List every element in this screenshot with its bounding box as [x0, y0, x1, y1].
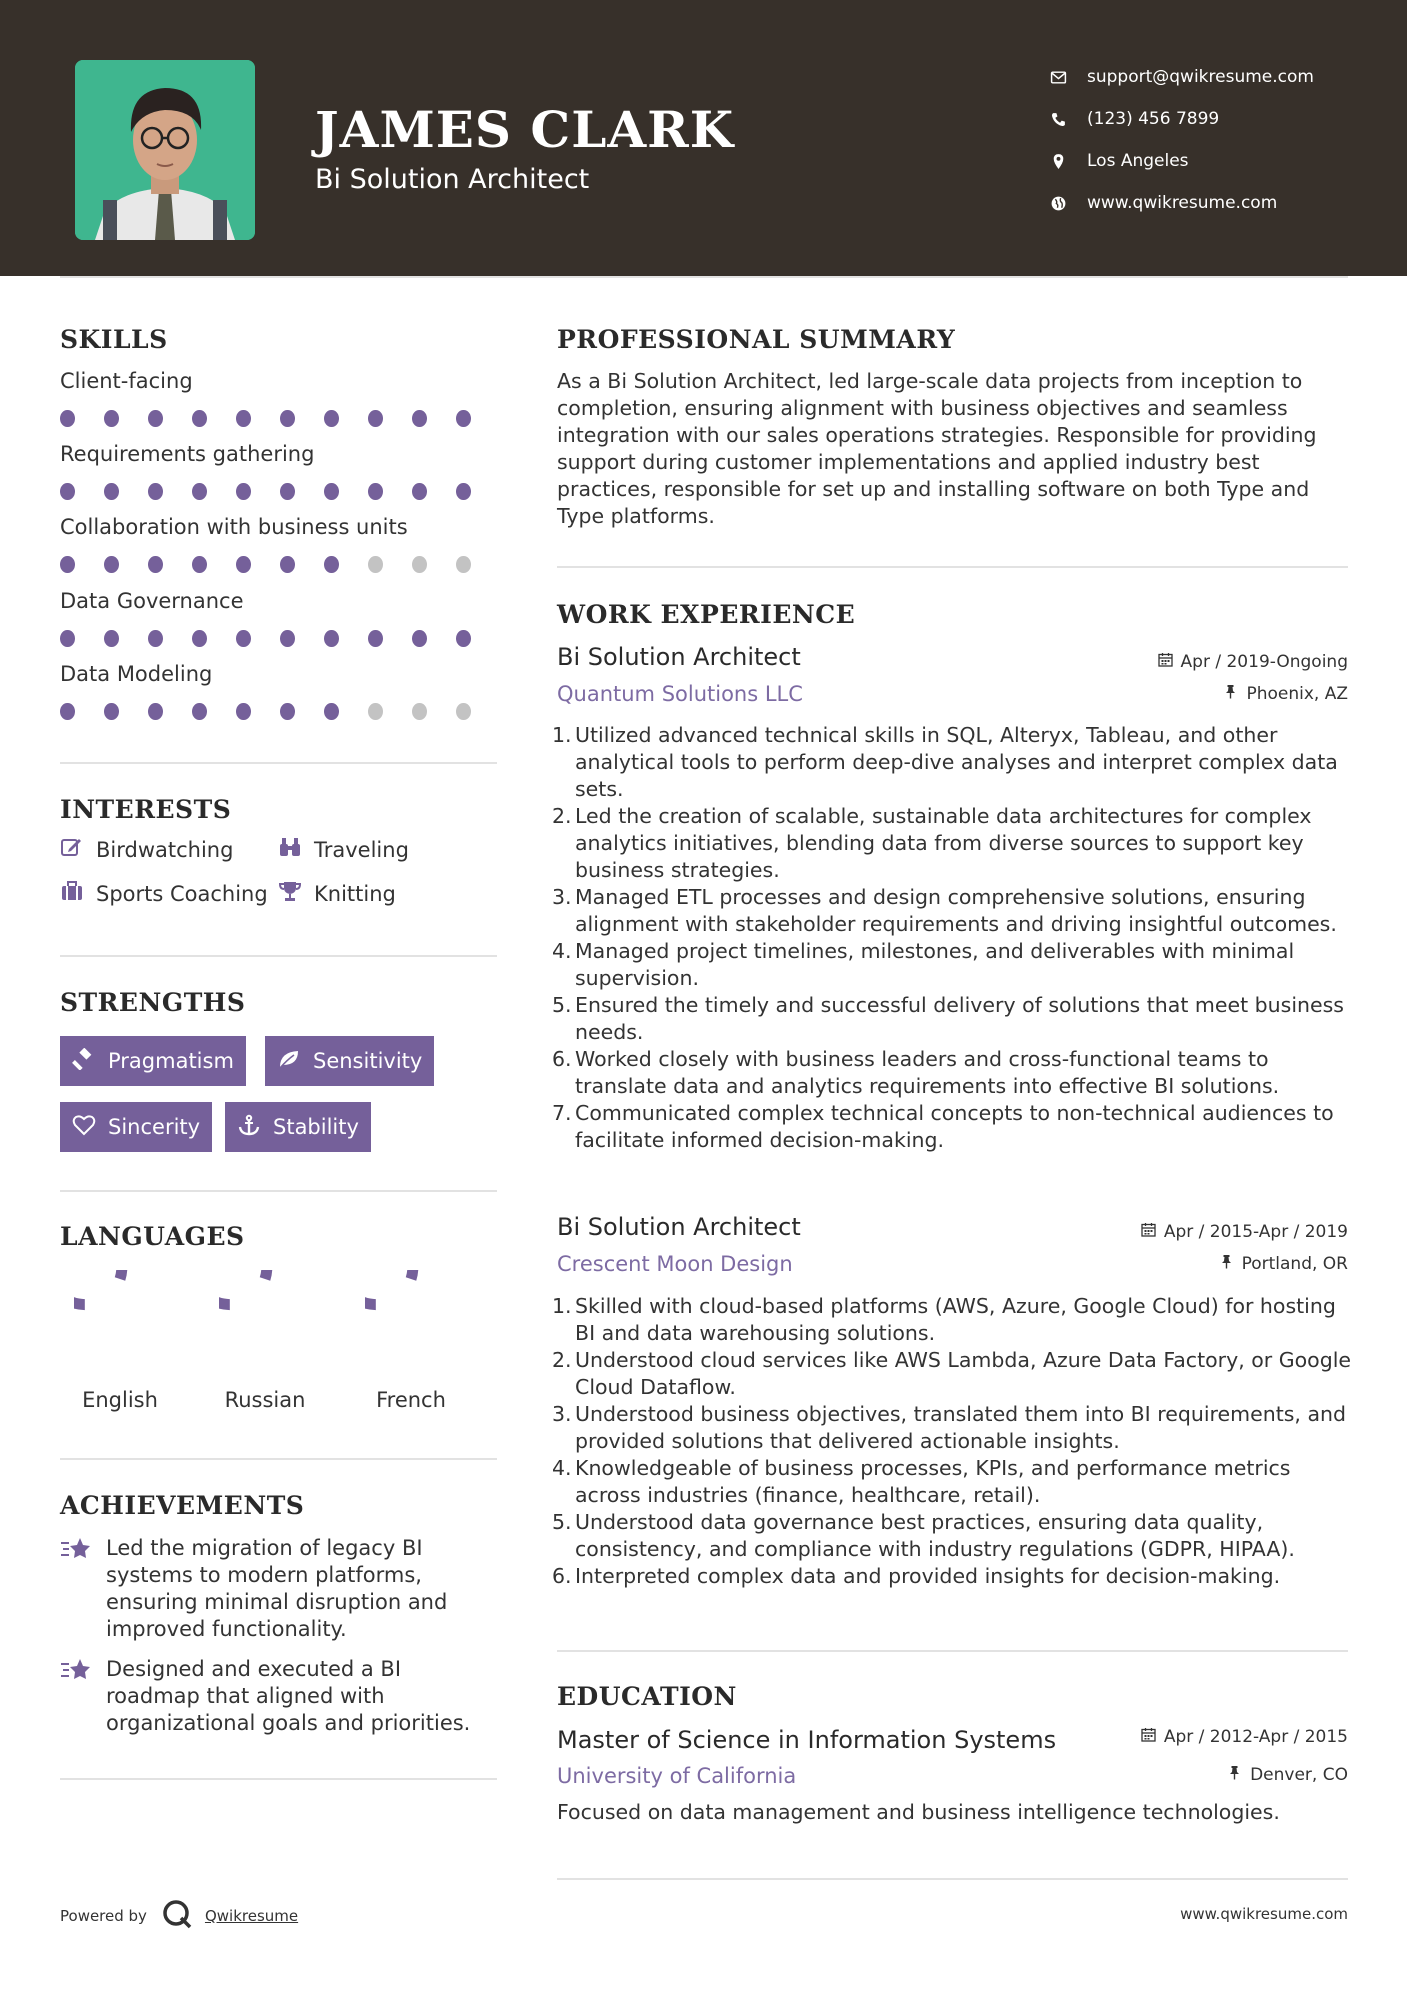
- job-title: Bi Solution Architect: [557, 643, 801, 671]
- education-date-text: Apr / 2012-Apr / 2015: [1163, 1727, 1348, 1747]
- skill-name: Client-facing: [60, 369, 193, 393]
- rating-dot-filled: [104, 703, 119, 720]
- bullet-number: 4.: [552, 939, 572, 963]
- powered-by-label: Powered by: [60, 1907, 147, 1925]
- strengths-heading: STRENGTHS: [60, 988, 246, 1017]
- strength-badge: [60, 1036, 246, 1086]
- bullet-text: Communicated complex technical concepts to non-technical audiences to facilitate informed decision-making.: [575, 1101, 1334, 1152]
- rating-dot-empty: [456, 703, 471, 720]
- contact-website[interactable]: [1050, 182, 1314, 224]
- map-pin-icon: [1050, 153, 1087, 170]
- rating-dot-filled: [148, 630, 163, 647]
- calendar-icon: [1158, 652, 1181, 672]
- skill-name: Requirements gathering: [60, 442, 315, 466]
- job-bullets: [552, 722, 1357, 1154]
- language-level-arc: [74, 1270, 122, 1305]
- section-divider: [60, 1458, 497, 1460]
- interest-item: [278, 836, 409, 863]
- bullet-number: 6.: [552, 1564, 572, 1588]
- rating-dot-filled: [148, 410, 163, 427]
- job-bullet: [552, 992, 1357, 1046]
- rating-dot-filled: [192, 410, 207, 427]
- rating-dot-filled: [60, 556, 75, 573]
- contact-list: [1050, 56, 1314, 224]
- interest-label: Traveling: [314, 837, 409, 862]
- qwikresume-logo-icon: [147, 1898, 205, 1934]
- achievements-heading: ACHIEVEMENTS: [60, 1491, 305, 1520]
- rating-dot-empty: [412, 556, 427, 573]
- rating-dot-filled: [412, 410, 427, 427]
- bullet-number: 3.: [552, 1402, 572, 1426]
- bullet-text: Interpreted complex data and provided insights for decision-making.: [575, 1564, 1281, 1588]
- bullet-number: 2.: [552, 1348, 572, 1372]
- section-divider: [60, 1190, 497, 1192]
- skill-item: [60, 659, 500, 720]
- rating-dot-empty: [368, 556, 383, 573]
- contact-location-text: Los Angeles: [1087, 151, 1189, 171]
- rating-dot-filled: [324, 410, 339, 427]
- language-level-arc: [219, 1270, 267, 1305]
- rating-dot-filled: [368, 483, 383, 500]
- language-level-arc: [365, 1270, 413, 1305]
- pushpin-icon: [1219, 1254, 1242, 1274]
- rating-dot-empty: [368, 703, 383, 720]
- bullet-number: 1.: [552, 1294, 572, 1318]
- school-name: University of California: [557, 1764, 797, 1788]
- bullet-text: Managed project timelines, milestones, and deliverables with minimal supervision.: [575, 939, 1295, 990]
- skill-rating: [60, 630, 500, 647]
- education-heading: EDUCATION: [557, 1682, 737, 1711]
- envelope-icon: [1050, 69, 1087, 86]
- language-level-ring: [365, 1270, 457, 1362]
- heart-icon: [72, 1114, 108, 1141]
- job-date: [1158, 652, 1348, 672]
- company-name: Crescent Moon Design: [557, 1252, 793, 1276]
- rating-dot-filled: [60, 630, 75, 647]
- interests-heading: INTERESTS: [60, 795, 232, 824]
- globe-icon: [1050, 195, 1087, 212]
- qwikresume-link[interactable]: Qwikresume: [204, 1907, 299, 1925]
- skill-item: [60, 586, 500, 647]
- job-location: [1223, 684, 1348, 704]
- bullet-text: Utilized advanced technical skills in SQL, Alteryx, Tableau, and other analytical tools to perform deep-dive analyses and interpret complex data sets.: [575, 723, 1338, 801]
- summary-heading: PROFESSIONAL SUMMARY: [557, 325, 956, 354]
- rating-dot-filled: [280, 703, 295, 720]
- rating-dot-filled: [104, 556, 119, 573]
- bullet-number: 7.: [552, 1101, 572, 1125]
- bullet-number: 5.: [552, 1510, 572, 1534]
- rating-dot-filled: [236, 556, 251, 573]
- candidate-name: JAMES CLARK: [315, 100, 735, 159]
- bullet-text: Worked closely with business leaders and cross-functional teams to translate data and analytics requirements into effective BI solutions.: [575, 1047, 1280, 1098]
- strength-label: Stability: [273, 1115, 359, 1139]
- interest-label: Birdwatching: [96, 837, 234, 862]
- bullet-text: Understood cloud services like AWS Lambda, Azure Data Factory, or Google Cloud Dataflow.: [575, 1348, 1352, 1399]
- job-bullet: [552, 1401, 1357, 1455]
- skill-item: [60, 366, 500, 427]
- rating-dot-filled: [368, 630, 383, 647]
- bullet-number: 6.: [552, 1047, 572, 1071]
- gavel-icon: [72, 1048, 108, 1075]
- skill-name: Data Governance: [60, 589, 244, 613]
- contact-email[interactable]: [1050, 56, 1314, 98]
- job-location-text: Portland, OR: [1241, 1254, 1348, 1274]
- rating-dot-filled: [148, 703, 163, 720]
- skill-rating: [60, 556, 500, 573]
- rating-dot-filled: [280, 556, 295, 573]
- contact-location: [1050, 140, 1314, 182]
- rating-dot-filled: [104, 410, 119, 427]
- contact-phone-text: (123) 456 7899: [1087, 109, 1220, 129]
- footer-url[interactable]: www.qwikresume.com: [1180, 1905, 1348, 1923]
- rating-dot-filled: [324, 630, 339, 647]
- strength-label: Pragmatism: [108, 1049, 234, 1073]
- rating-dot-filled: [148, 483, 163, 500]
- skills-heading: SKILLS: [60, 325, 168, 354]
- section-divider: [557, 1650, 1348, 1652]
- section-divider: [60, 955, 497, 957]
- bullet-text: Led the creation of scalable, sustainable data architectures for complex analytics initiatives, blending data from diverse sources to support key business strategies.: [575, 804, 1312, 882]
- achievement-item: [60, 1656, 500, 1737]
- education-description: Focused on data management and business intelligence technologies.: [557, 1800, 1280, 1824]
- rating-dot-filled: [280, 630, 295, 647]
- job-location-text: Phoenix, AZ: [1246, 684, 1348, 704]
- interest-label: Sports Coaching: [96, 881, 268, 906]
- job-bullet: [552, 884, 1357, 938]
- skill-name: Data Modeling: [60, 662, 213, 686]
- education-location: [1227, 1765, 1348, 1785]
- language-item: [215, 1270, 315, 1412]
- contact-phone[interactable]: [1050, 98, 1314, 140]
- job-bullet: [552, 1455, 1357, 1509]
- job-date: [1141, 1222, 1348, 1242]
- job-title: Bi Solution Architect: [557, 1213, 801, 1241]
- section-divider: [60, 762, 497, 764]
- strength-badge: [265, 1036, 434, 1086]
- profile-photo: [75, 60, 255, 240]
- rating-dot-filled: [368, 410, 383, 427]
- rating-dot-filled: [192, 630, 207, 647]
- rating-dot-filled: [148, 556, 163, 573]
- rating-dot-filled: [104, 630, 119, 647]
- interest-item: [60, 836, 233, 863]
- contact-email-text: support@qwikresume.com: [1087, 67, 1314, 87]
- rating-dot-empty: [412, 703, 427, 720]
- footer-powered-by: [60, 1898, 298, 1934]
- rating-dot-filled: [236, 703, 251, 720]
- summary-text: As a Bi Solution Architect, led large-scale data projects from inception to completion, ensuring alignment with business objectives and seamless integration with our sales operations strategies. Responsible for providing support during customer implementations and applied industry best practices, responsible for set up and installing software on both Type and Type platforms.: [557, 369, 1317, 528]
- language-label: Russian: [224, 1388, 306, 1412]
- language-level-ring: [219, 1270, 311, 1362]
- section-divider: [557, 1878, 1348, 1880]
- bullet-text: Ensured the timely and successful delivery of solutions that meet business needs.: [575, 993, 1344, 1044]
- rating-dot-empty: [456, 556, 471, 573]
- briefcase-icon: [60, 880, 96, 907]
- pencil-square-icon: [60, 836, 96, 863]
- language-label: English: [82, 1388, 158, 1412]
- leaf-icon: [277, 1048, 313, 1075]
- section-divider: [557, 566, 1348, 568]
- language-level-ring: [74, 1270, 166, 1362]
- rating-dot-filled: [412, 483, 427, 500]
- rating-dot-filled: [456, 483, 471, 500]
- calendar-icon: [1141, 1727, 1164, 1747]
- job-location: [1219, 1254, 1348, 1274]
- strength-badge: [60, 1102, 212, 1152]
- job-bullet: [552, 1293, 1357, 1347]
- interest-label: Knitting: [314, 881, 396, 906]
- section-divider: [60, 1778, 497, 1780]
- skill-item: [60, 439, 500, 500]
- rating-dot-filled: [60, 483, 75, 500]
- rating-dot-filled: [192, 483, 207, 500]
- language-label: French: [376, 1388, 446, 1412]
- language-item: [70, 1270, 170, 1412]
- trophy-icon: [278, 880, 314, 907]
- bullet-text: Understood data governance best practices, ensuring data quality, consistency, and compliance with industry regulations (GDPR, HIPAA).: [575, 1510, 1295, 1561]
- pushpin-icon: [1227, 1765, 1250, 1785]
- rating-dot-filled: [324, 483, 339, 500]
- resume-header: [0, 0, 1407, 276]
- education-location-text: Denver, CO: [1250, 1765, 1348, 1785]
- rating-dot-filled: [324, 556, 339, 573]
- candidate-title: Bi Solution Architect: [315, 164, 590, 195]
- header-divider: [60, 276, 1348, 278]
- star-list-icon: [60, 1535, 106, 1643]
- company-name: Quantum Solutions LLC: [557, 682, 803, 706]
- rating-dot-filled: [280, 410, 295, 427]
- rating-dot-filled: [192, 556, 207, 573]
- skill-rating: [60, 703, 500, 720]
- degree-title: Master of Science in Information Systems: [557, 1726, 1057, 1754]
- job-bullet: [552, 1509, 1357, 1563]
- bullet-number: 1.: [552, 723, 572, 747]
- star-list-icon: [60, 1656, 106, 1737]
- bullet-number: 3.: [552, 885, 572, 909]
- experience-heading: WORK EXPERIENCE: [557, 600, 856, 629]
- rating-dot-filled: [104, 483, 119, 500]
- achievement-item: [60, 1535, 500, 1643]
- strength-badge: [225, 1102, 371, 1152]
- strength-label: Sensitivity: [313, 1049, 423, 1073]
- achievement-text: Designed and executed a BI roadmap that aligned with organizational goals and priorities.: [106, 1657, 471, 1735]
- rating-dot-filled: [280, 483, 295, 500]
- education-date: [1141, 1727, 1348, 1747]
- job-bullet: [552, 1563, 1357, 1590]
- bullet-text: Knowledgeable of business processes, KPIs, and performance metrics across industries (finance, healthcare, retail).: [575, 1456, 1291, 1507]
- bullet-number: 2.: [552, 804, 572, 828]
- rating-dot-filled: [60, 410, 75, 427]
- achievement-text: Led the migration of legacy BI systems to modern platforms, ensuring minimal disruption and improved functionality.: [106, 1536, 448, 1641]
- job-bullet: [552, 1046, 1357, 1100]
- job-date-text: Apr / 2019-Ongoing: [1180, 652, 1348, 672]
- rating-dot-filled: [412, 630, 427, 647]
- job-bullet: [552, 722, 1357, 803]
- job-bullet: [552, 803, 1357, 884]
- rating-dot-filled: [236, 630, 251, 647]
- rating-dot-filled: [456, 630, 471, 647]
- interest-item: [60, 880, 268, 907]
- bullet-text: Managed ETL processes and design comprehensive solutions, ensuring alignment with stakeholder requirements and driving insightful outcomes.: [575, 885, 1337, 936]
- rating-dot-filled: [324, 703, 339, 720]
- languages-heading: LANGUAGES: [60, 1222, 245, 1251]
- job-bullet: [552, 1100, 1357, 1154]
- skill-rating: [60, 483, 500, 500]
- skill-item: [60, 512, 500, 573]
- binoculars-icon: [278, 836, 314, 863]
- job-bullets: [552, 1293, 1357, 1590]
- language-item: [361, 1270, 461, 1412]
- interest-item: [278, 880, 396, 907]
- bullet-number: 4.: [552, 1456, 572, 1480]
- skill-name: Collaboration with business units: [60, 515, 408, 539]
- calendar-icon: [1141, 1222, 1164, 1242]
- rating-dot-filled: [192, 703, 207, 720]
- anchor-icon: [237, 1114, 273, 1141]
- strength-label: Sincerity: [108, 1115, 201, 1139]
- bullet-text: Understood business objectives, translated them into BI requirements, and provided solutions that delivered actionable insights.: [575, 1402, 1347, 1453]
- bullet-text: Skilled with cloud-based platforms (AWS, Azure, Google Cloud) for hosting BI and data warehousing solutions.: [575, 1294, 1336, 1345]
- job-bullet: [552, 1347, 1357, 1401]
- job-date-text: Apr / 2015-Apr / 2019: [1163, 1222, 1348, 1242]
- rating-dot-filled: [456, 410, 471, 427]
- rating-dot-filled: [236, 410, 251, 427]
- pushpin-icon: [1223, 684, 1246, 704]
- bullet-number: 5.: [552, 993, 572, 1017]
- rating-dot-filled: [236, 483, 251, 500]
- phone-icon: [1050, 111, 1087, 128]
- rating-dot-filled: [60, 703, 75, 720]
- job-bullet: [552, 938, 1357, 992]
- contact-website-text: www.qwikresume.com: [1087, 193, 1278, 213]
- skill-rating: [60, 410, 500, 427]
